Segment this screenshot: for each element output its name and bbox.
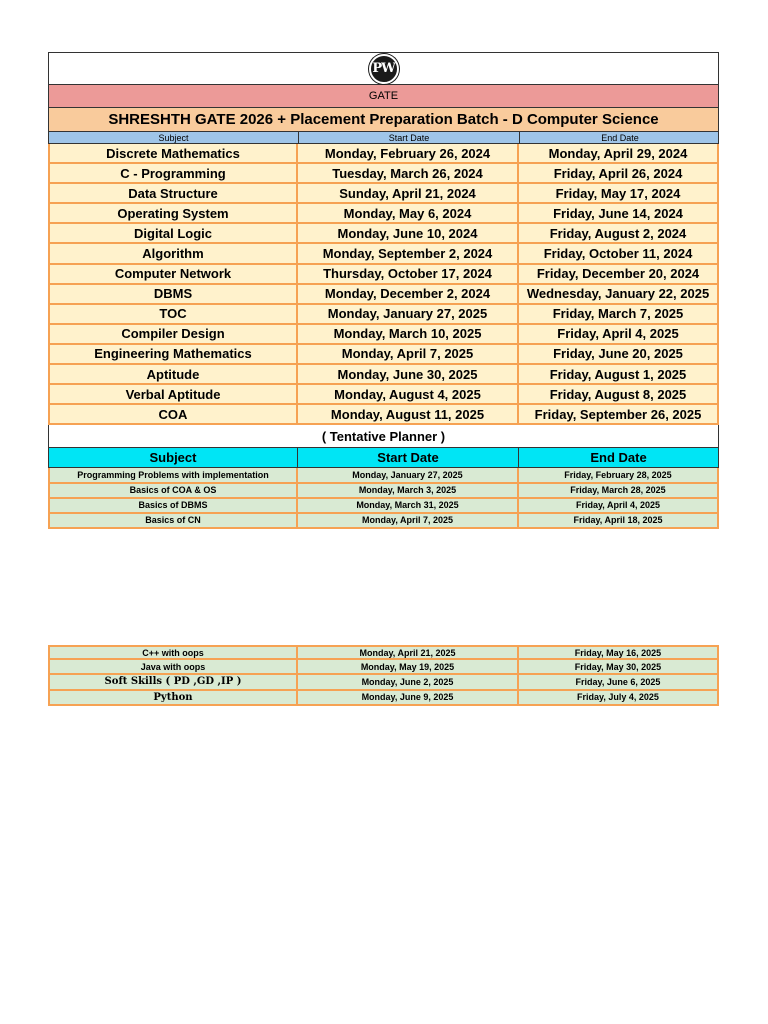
start-date-cell: Monday, March 10, 2025 <box>298 325 519 345</box>
subject-cell: Verbal Aptitude <box>48 385 298 405</box>
end-date-cell: Friday, June 20, 2025 <box>519 345 719 365</box>
gate-table-body <box>48 144 719 425</box>
start-date-cell: Thursday, October 17, 2024 <box>298 265 519 285</box>
logo-row <box>48 52 719 84</box>
table-row <box>48 164 719 184</box>
start-date-cell: Monday, September 2, 2024 <box>298 244 519 264</box>
start-date-cell: Monday, April 7, 2025 <box>298 345 519 365</box>
subject-cell: Digital Logic <box>48 224 298 244</box>
subject-cell: Soft Skills ( PD ,GD ,IP ) <box>48 675 298 690</box>
subject-cell: Discrete Mathematics <box>48 144 298 164</box>
subject-cell: TOC <box>48 305 298 325</box>
start-date-cell: Monday, August 11, 2025 <box>298 405 519 425</box>
table-row <box>48 365 719 385</box>
start-date-cell: Monday, June 9, 2025 <box>298 691 519 706</box>
end-date-cell: Friday, May 16, 2025 <box>519 645 719 660</box>
end-date-cell: Friday, December 20, 2024 <box>519 265 719 285</box>
start-date-cell: Monday, May 6, 2024 <box>298 204 519 224</box>
table-row <box>48 675 719 690</box>
table-row <box>48 184 719 204</box>
column-header-subject: Subject <box>48 447 298 468</box>
end-date-cell: Friday, April 18, 2025 <box>519 514 719 529</box>
subject-cell: Operating System <box>48 204 298 224</box>
subject-cell: Compiler Design <box>48 325 298 345</box>
subject-cell: Basics of COA & OS <box>48 484 298 499</box>
subject-cell: Algorithm <box>48 244 298 264</box>
section-label: GATE <box>48 84 719 107</box>
start-date-cell: Monday, January 27, 2025 <box>298 305 519 325</box>
subject-cell: Computer Network <box>48 265 298 285</box>
table-row <box>48 325 719 345</box>
end-date-cell: Friday, June 14, 2024 <box>519 204 719 224</box>
tentative-table-header <box>48 447 719 468</box>
subject-cell: C - Programming <box>48 164 298 184</box>
table-row <box>48 484 719 499</box>
end-date-cell: Friday, October 11, 2024 <box>519 244 719 264</box>
page-title: SHRESHTH GATE 2026 + Placement Preparation Batch - D Computer Science <box>48 107 719 131</box>
table-row <box>48 468 719 483</box>
end-date-cell: Friday, March 7, 2025 <box>519 305 719 325</box>
start-date-cell: Monday, April 21, 2025 <box>298 645 519 660</box>
start-date-cell: Monday, June 10, 2024 <box>298 224 519 244</box>
subject-cell: C++ with oops <box>48 645 298 660</box>
schedule-sheet <box>48 52 719 529</box>
table-row <box>48 499 719 514</box>
start-date-cell: Monday, January 27, 2025 <box>298 468 519 483</box>
start-date-cell: Monday, March 31, 2025 <box>298 499 519 514</box>
table-row <box>48 405 719 425</box>
table-row <box>48 244 719 264</box>
subject-cell: Java with oops <box>48 660 298 675</box>
subject-cell: Basics of DBMS <box>48 499 298 514</box>
end-date-cell: Wednesday, January 22, 2025 <box>519 285 719 305</box>
start-date-cell: Monday, March 3, 2025 <box>298 484 519 499</box>
start-date-cell: Monday, August 4, 2025 <box>298 385 519 405</box>
table-row <box>48 514 719 529</box>
tentative-planner-title: ( Tentative Planner ) <box>48 425 719 447</box>
subject-cell: DBMS <box>48 285 298 305</box>
table-row <box>48 305 719 325</box>
subject-cell: Aptitude <box>48 365 298 385</box>
subject-cell: Programming Problems with implementation <box>48 468 298 483</box>
end-date-cell: Monday, April 29, 2024 <box>519 144 719 164</box>
end-date-cell: Friday, March 28, 2025 <box>519 484 719 499</box>
start-date-cell: Monday, April 7, 2025 <box>298 514 519 529</box>
start-date-cell: Monday, June 2, 2025 <box>298 675 519 690</box>
column-header-end-date: End Date <box>601 132 639 143</box>
start-date-cell: Monday, June 30, 2025 <box>298 365 519 385</box>
start-date-cell: Monday, February 26, 2024 <box>298 144 519 164</box>
end-date-cell: Friday, May 17, 2024 <box>519 184 719 204</box>
start-date-cell: Sunday, April 21, 2024 <box>298 184 519 204</box>
end-date-cell: Friday, April 4, 2025 <box>519 325 719 345</box>
table-row <box>48 645 719 660</box>
end-date-cell: Friday, July 4, 2025 <box>519 691 719 706</box>
column-header-start-date: Start Date <box>298 447 519 468</box>
subject-cell: Data Structure <box>48 184 298 204</box>
subject-cell: COA <box>48 405 298 425</box>
tentative-table-body <box>48 468 719 529</box>
end-date-cell: Friday, August 1, 2025 <box>519 365 719 385</box>
end-date-cell: Friday, April 4, 2025 <box>519 499 719 514</box>
end-date-cell: Friday, September 26, 2025 <box>519 405 719 425</box>
start-date-cell: Monday, May 19, 2025 <box>298 660 519 675</box>
table-row <box>48 204 719 224</box>
column-header-subject: Subject <box>49 132 299 143</box>
placement-table <box>48 645 719 706</box>
table-row <box>48 144 719 164</box>
end-date-cell: Friday, August 2, 2024 <box>519 224 719 244</box>
table-row <box>48 285 719 305</box>
end-date-cell: Friday, February 28, 2025 <box>519 468 719 483</box>
table-row <box>48 224 719 244</box>
end-date-cell: Friday, April 26, 2024 <box>519 164 719 184</box>
start-date-cell: Tuesday, March 26, 2024 <box>298 164 519 184</box>
subject-cell: Python <box>48 691 298 706</box>
end-date-cell: Friday, May 30, 2025 <box>519 660 719 675</box>
subject-cell: Basics of CN <box>48 514 298 529</box>
table-row <box>48 691 719 706</box>
table-row <box>48 345 719 365</box>
pw-logo-icon: PW <box>369 54 399 84</box>
end-date-cell: Friday, June 6, 2025 <box>519 675 719 690</box>
column-header-end-date: End Date <box>519 447 719 468</box>
table-row <box>48 660 719 675</box>
subject-cell: Engineering Mathematics <box>48 345 298 365</box>
table-row <box>48 385 719 405</box>
start-date-cell: Monday, December 2, 2024 <box>298 285 519 305</box>
table-row <box>48 265 719 285</box>
end-date-cell: Friday, August 8, 2025 <box>519 385 719 405</box>
column-header-start-date: Start Date <box>299 132 520 143</box>
gate-table-header <box>48 131 719 144</box>
